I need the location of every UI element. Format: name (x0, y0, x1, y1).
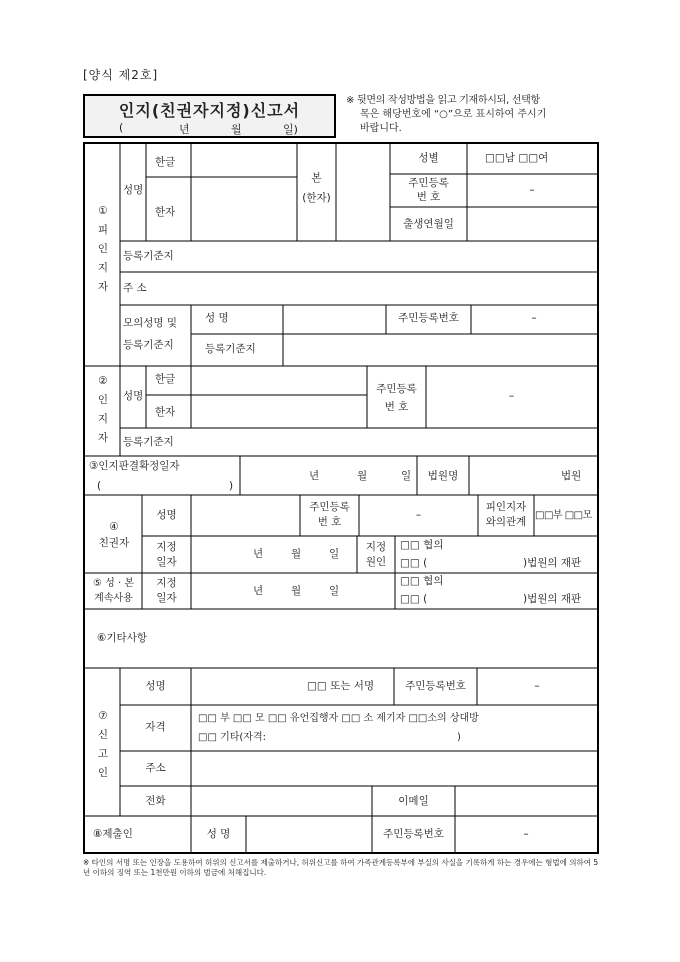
s1-mother-label-2: 등록기준지 (123, 339, 174, 351)
s4-relation-label-2: 와의관계 (485, 516, 527, 528)
section-1-char-1: 피 (97, 224, 109, 236)
s8-rrn-dash: – (523, 828, 529, 840)
s2-hangul-label: 한글 (155, 373, 176, 385)
s7-qualification-other[interactable]: □□ 기타(자격: (198, 732, 266, 743)
s3-paren-open: ( (97, 480, 102, 492)
s2-rrn-label-1: 주민등록 (376, 383, 417, 395)
section-4-num: ④ (109, 521, 119, 533)
s4-date-label-1: 지정 (156, 541, 177, 553)
s8-name-label: 성 명 (206, 828, 231, 840)
s4-rrn-label-1: 주민등록 (309, 501, 350, 513)
section-2-char-3: 자 (97, 432, 109, 444)
s4-reason-label-1: 지정 (365, 541, 387, 553)
s3-paren-close: ) (229, 480, 234, 492)
s1-mother-rrn-label: 주민등록번호 (398, 312, 459, 324)
s2-hanja-label: 한자 (155, 406, 176, 418)
section-7-char-3: 인 (97, 767, 109, 779)
s5-option-agreement[interactable]: □□ 협의 (400, 575, 444, 587)
s1-hanja-label: 한자 (155, 206, 176, 218)
date-day: 일) (283, 123, 298, 136)
s1-mother-label-1: 모의성명 및 (123, 317, 178, 329)
s7-name-label: 성명 (145, 680, 166, 692)
s4-option-court-suffix: )법원의 재판 (523, 557, 582, 569)
s4-reason-label (357, 540, 395, 570)
s7-qualification-label: 자격 (145, 721, 166, 733)
section-4-text: 친권자 (98, 537, 130, 549)
section-7-char-1: 신 (97, 729, 109, 741)
section-5-label (85, 576, 142, 606)
s4-year: 년 (253, 548, 264, 560)
s7-qualification-other-close: ) (457, 732, 461, 743)
s5-month: 월 (291, 585, 302, 597)
section-7-label (89, 707, 117, 783)
s5-date-label-2: 일자 (156, 592, 177, 604)
s2-name-label: 성명 (123, 390, 144, 402)
s7-email-label: 이메일 (398, 795, 429, 807)
s4-rrn-label-2: 번 호 (317, 516, 342, 528)
instruction-notice (346, 94, 602, 136)
s2-rrn-label (367, 380, 426, 416)
report-form-table (83, 142, 599, 854)
date-open: ( (119, 121, 124, 134)
s1-mother-name-label: 성 명 (205, 312, 229, 324)
s3-year: 년 (309, 470, 320, 482)
s4-relation-options[interactable]: □□부 □□모 (535, 510, 592, 521)
s8-rrn-label: 주민등록번호 (383, 828, 444, 840)
s4-rrn-dash: – (415, 509, 422, 521)
s1-reg-base-label: 등록기준지 (123, 250, 174, 262)
section-7-char-2: 고 (97, 748, 109, 760)
s1-mother-label (123, 312, 177, 356)
s1-gender-label: 성별 (418, 152, 439, 164)
s5-date-label-1: 지정 (156, 577, 177, 589)
s4-option-agreement[interactable]: □□ 협의 (400, 539, 444, 551)
s7-phone-label: 전화 (145, 795, 166, 807)
s5-option-court-suffix: )법원의 재판 (523, 593, 582, 605)
s5-day: 일 (329, 585, 340, 597)
s1-bon-label: 본 (311, 172, 322, 184)
s1-gender-options[interactable]: □□남 □□여 (485, 152, 549, 164)
s4-name-label: 성명 (156, 509, 177, 521)
section-2-label (89, 372, 117, 448)
s7-rrn-dash: – (534, 680, 540, 692)
s1-rrn-label-1: 주민등록 (408, 177, 449, 189)
s7-rrn-label: 주민등록번호 (405, 680, 466, 692)
notice-line-3: 바랍니다. (360, 123, 402, 134)
s7-address-label: 주소 (145, 762, 166, 774)
notice-line-1: ※ 뒷면의 작성방법을 읽고 기재하시되, 선택항 (346, 95, 540, 106)
s4-option-court[interactable]: □□ ( (400, 557, 428, 569)
s2-rrn-label-2: 번 호 (384, 401, 409, 413)
section-1-char-4: 자 (97, 281, 109, 293)
title-box (83, 94, 336, 138)
s1-mother-reg-label: 등록기준지 (205, 343, 256, 355)
section-2-char-1: 인 (97, 394, 109, 406)
s3-label: ③인지판결확정일자 (89, 460, 180, 472)
s3-month: 월 (357, 470, 368, 482)
form-number: [양식 제2호] (83, 68, 159, 82)
s5-year: 년 (253, 585, 264, 597)
s3-court-label: 법원명 (427, 470, 459, 482)
notice-line-2: 목은 해당번호에 “○”으로 표시하여 주시기 (360, 109, 547, 120)
date-month: 월 (231, 123, 242, 136)
s4-month: 월 (291, 548, 302, 560)
s4-reason-label-2: 원인 (365, 556, 387, 568)
s3-day: 일 (401, 470, 412, 482)
s6-label: ⑥기타사항 (97, 632, 147, 644)
s1-birth-label: 출생연월일 (403, 218, 454, 230)
section-7-num: ⑦ (98, 710, 108, 722)
s4-date-label (142, 540, 191, 570)
form-title: 인지(친권자지정)신고서 (118, 101, 301, 120)
section-4-label (87, 519, 141, 551)
s5-option-court[interactable]: □□ ( (400, 593, 428, 605)
s7-sign-label: □□ 또는 서명 (307, 680, 375, 692)
s8-label: ⑧제출인 (93, 828, 133, 840)
s4-day: 일 (329, 548, 340, 560)
s1-bon-hanja-label: (한자) (302, 192, 331, 204)
s4-relation-label-1: 피인지자 (485, 501, 527, 513)
s4-relation-label (478, 500, 534, 530)
s2-reg-base-label: 등록기준지 (123, 436, 174, 448)
s1-hangul-label: 한글 (155, 156, 176, 168)
legal-warning-footnote: ※ 타인의 서명 또는 인장을 도용하여 허위의 신고서를 제출하거나, 허위신고를 하여 가족관계등록부에 부실의 사실을 기록하게 하는 경우에는 형법에 의하여 5년 이하의 징역 또는 1천만원 이하의 벌금에 처해집니다. (83, 858, 599, 877)
section-5-line-2: 계속사용 (94, 593, 133, 604)
s1-name-label: 성명 (123, 184, 144, 196)
s4-date-label-2: 일자 (156, 556, 177, 568)
s7-qualification-options[interactable]: □□ 부 □□ 모 □□ 유언집행자 □□ 소 제기자 □□소의 상대방 (198, 713, 479, 724)
s1-rrn-dash: – (529, 184, 535, 196)
section-1-num: ① (98, 205, 108, 217)
s3-court-suffix: 법원 (561, 470, 582, 482)
s1-rrn-label-2: 번 호 (416, 191, 441, 203)
section-2-num: ② (98, 375, 108, 387)
section-2-char-2: 지 (97, 413, 109, 425)
section-5-line-1: ⑤ 성 · 본 (93, 578, 134, 589)
date-year: 년 (179, 123, 190, 136)
s5-date-label (142, 576, 191, 606)
s1-address-label: 주 소 (123, 282, 147, 294)
s1-rrn-label (390, 176, 467, 204)
s4-rrn-label (300, 500, 359, 530)
section-1-char-2: 인 (97, 243, 109, 255)
section-1-char-3: 지 (97, 262, 109, 274)
s1-mother-rrn-dash: – (531, 312, 537, 324)
s2-rrn-dash: – (508, 390, 515, 402)
section-1-label (89, 202, 117, 297)
